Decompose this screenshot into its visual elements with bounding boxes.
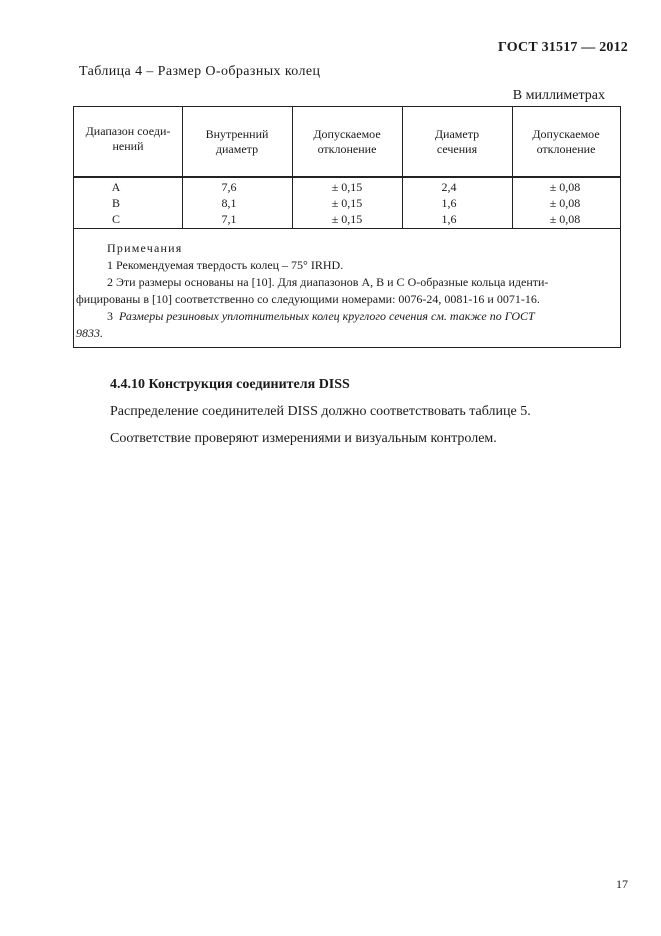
column-header-inner-diameter: Внутренний диаметр bbox=[205, 126, 269, 156]
column-header-tolerance-2: Допускаемое отклонение bbox=[532, 126, 600, 156]
table-caption: Таблица 4 – Размер О-образных колец bbox=[79, 64, 321, 79]
note-1: 1 Рекомендуемая твердость колец – 75° IRHD. bbox=[107, 258, 344, 272]
paragraph-2: Соответствие проверяют измерениями и визуальным контролем. bbox=[110, 431, 497, 446]
cell-range: A bbox=[111, 180, 121, 194]
section-title: 4.4.10 Конструкция соединителя DISS bbox=[110, 377, 350, 392]
notes-divider bbox=[74, 228, 620, 229]
column-header-range: Диапазон соеди- нений bbox=[85, 124, 171, 153]
note-3-text: Размеры резиновых уплотнительных колец круглого сечения см. также по ГОСТ bbox=[119, 309, 535, 323]
page-number: 17 bbox=[616, 877, 628, 891]
table-4 bbox=[73, 106, 621, 348]
cell-tolerance-2: ± 0,08 bbox=[549, 196, 581, 210]
cell-tolerance-2: ± 0,08 bbox=[549, 212, 581, 226]
column-header-section-diameter: Диаметр сечения bbox=[434, 126, 480, 156]
notes-title: Примечания bbox=[107, 241, 183, 255]
cell-tolerance-1: ± 0,15 bbox=[331, 180, 363, 194]
cell-range: C bbox=[111, 212, 120, 226]
cell-section-diameter: 2,4 bbox=[441, 180, 457, 194]
cell-section-diameter: 1,6 bbox=[441, 196, 457, 210]
note-3-line-1 bbox=[107, 308, 620, 325]
cell-tolerance-1: ± 0,15 bbox=[331, 212, 363, 226]
cell-tolerance-1: ± 0,15 bbox=[331, 196, 363, 210]
note-3-line-2: 9833. bbox=[76, 326, 103, 340]
table-notes bbox=[74, 240, 620, 342]
cell-range: B bbox=[111, 196, 120, 210]
note-3-number: 3 bbox=[107, 309, 113, 323]
cell-section-diameter: 1,6 bbox=[441, 212, 457, 226]
note-2-line-2: фицированы в [10] соответственно со следующими номерами: 0076-24, 0081-16 и 0071-16. bbox=[76, 292, 540, 306]
cell-inner-diameter: 7,6 bbox=[221, 180, 237, 194]
cell-inner-diameter: 7,1 bbox=[221, 212, 237, 226]
cell-tolerance-2: ± 0,08 bbox=[549, 180, 581, 194]
column-header-tolerance-1: Допускаемое отклонение bbox=[313, 126, 381, 156]
header-divider bbox=[74, 176, 620, 178]
note-2-line-1: 2 Эти размеры основаны на [10]. Для диапазонов А, В и С О-образные кольца иденти- bbox=[107, 275, 549, 289]
table-units: В миллиметрах bbox=[512, 88, 605, 103]
document-code: ГОСТ 31517 — 2012 bbox=[498, 40, 628, 55]
paragraph-1: Распределение соединителей DISS должно соответствовать таблице 5. bbox=[110, 404, 531, 419]
cell-inner-diameter: 8,1 bbox=[221, 196, 237, 210]
